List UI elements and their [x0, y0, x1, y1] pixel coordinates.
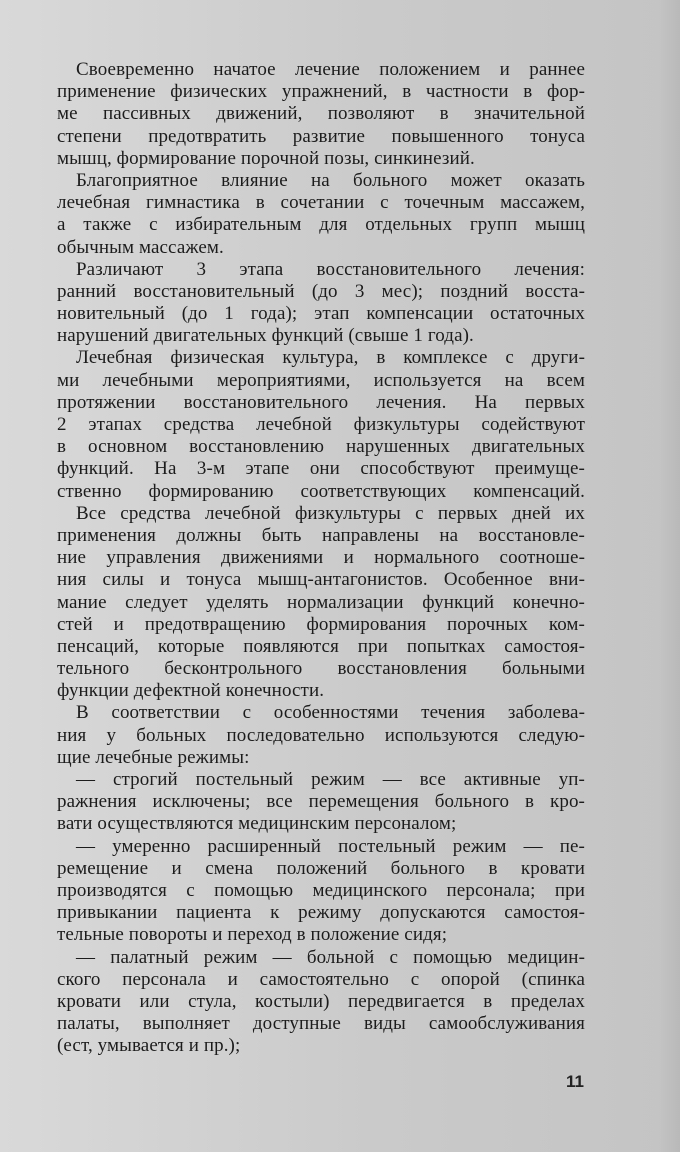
- text-line: палаты, выполняет доступные виды самообслуживания: [57, 1013, 585, 1035]
- text-line: вати осуществляются медицинским персоналом;: [57, 813, 457, 835]
- text-line: (ест, умывается и пр.);: [57, 1035, 241, 1057]
- text-line: функции дефектной конечности.: [57, 680, 325, 702]
- text-line: мание следует уделять нормализации функций конечно-: [57, 591, 585, 613]
- text-line: Различают 3 этапа восстановительного лечения:: [76, 258, 585, 280]
- text-line: тельные повороты и переход в положение сидя;: [57, 924, 448, 946]
- text-line: пенсаций, которые появляются при попытках самостоя-: [57, 635, 585, 657]
- text-line: стей и предотвращению формирования порочных ком-: [57, 613, 585, 635]
- text-line: привыкании пациента к режиму допускаются самостоя-: [57, 902, 585, 924]
- text-line: функций. На 3-м этапе они способствуют преимуще-: [57, 458, 585, 480]
- text-line: новительный (до 1 года); этап компенсации остаточных: [57, 303, 585, 325]
- text-line: Лечебная физическая культура, в комплексе с други-: [76, 347, 585, 369]
- text-line: а также с избирательным для отдельных групп мышц: [57, 214, 585, 236]
- text-line: мышц, формирование порочной позы, синкинезий.: [57, 147, 475, 169]
- text-line: Все средства лечебной физкультуры с первых дней их: [76, 502, 585, 524]
- text-line: — строгий постельный режим — все активные уп-: [76, 769, 585, 790]
- text-line: тельного бесконтрольного восстановления больными: [57, 658, 585, 680]
- text-line: ния силы и тонуса мышц-антагонистов. Особенное вни-: [57, 569, 585, 591]
- page-number: 11: [566, 1072, 584, 1091]
- text-line: ранний восстановительный (до 3 мес); поздний восста-: [57, 280, 585, 302]
- text-line: — умеренно расширенный постельный режим — пе-: [76, 835, 585, 857]
- text-line: в основном восстановлению нарушенных двигательных: [57, 436, 585, 458]
- text-line: применения должны быть направлены на восстановле-: [57, 524, 585, 546]
- text-line: ского персонала и самостоятельно с опорой (спинка: [57, 968, 585, 990]
- text-line: кровати или стула, костыли) передвигается в пределах: [57, 990, 585, 1012]
- text-line: ме пассивных движений, позволяют в значительной: [57, 103, 585, 125]
- text-line: щие лечебные режимы:: [57, 746, 250, 768]
- text-line: ражнения исключены; все перемещения больного в кро-: [57, 791, 585, 813]
- text-line: ственно формированию соответствующих компенсаций.: [57, 480, 585, 502]
- text-line: применение физических упражнений, в частности в фор-: [57, 81, 585, 103]
- body-text: [57, 59, 585, 1057]
- text-line: ми лечебными мероприятиями, используется на всем: [57, 369, 585, 391]
- text-line: Своевременно начатое лечение положением и раннее: [76, 59, 585, 80]
- text-line: обычным массажем.: [57, 236, 224, 258]
- text-line: 2 этапах средства лечебной физкультуры содействуют: [57, 414, 585, 435]
- text-line: В соответствии с особенностями течения заболева-: [76, 702, 585, 724]
- text-line: производятся с помощью медицинского персонала; при: [57, 879, 585, 901]
- text-line: нарушений двигательных функций (свыше 1 года).: [57, 325, 474, 347]
- text-line: протяжении восстановительного лечения. На первых: [57, 391, 585, 413]
- text-line: степени предотвратить развитие повышенного тонуса: [57, 125, 585, 147]
- text-line: Благоприятное влияние на больного может оказать: [76, 169, 585, 191]
- text-line: ремещение и смена положений больного в кровати: [57, 857, 585, 879]
- text-line: ние управления движениями и нормального соотноше-: [57, 547, 585, 569]
- text-line: — палатный режим — больной с помощью медицин-: [76, 946, 585, 968]
- text-line: лечебная гимнастика в сочетании с точечным массажем,: [57, 192, 585, 214]
- text-line: ния у больных последовательно используются следую-: [57, 724, 585, 746]
